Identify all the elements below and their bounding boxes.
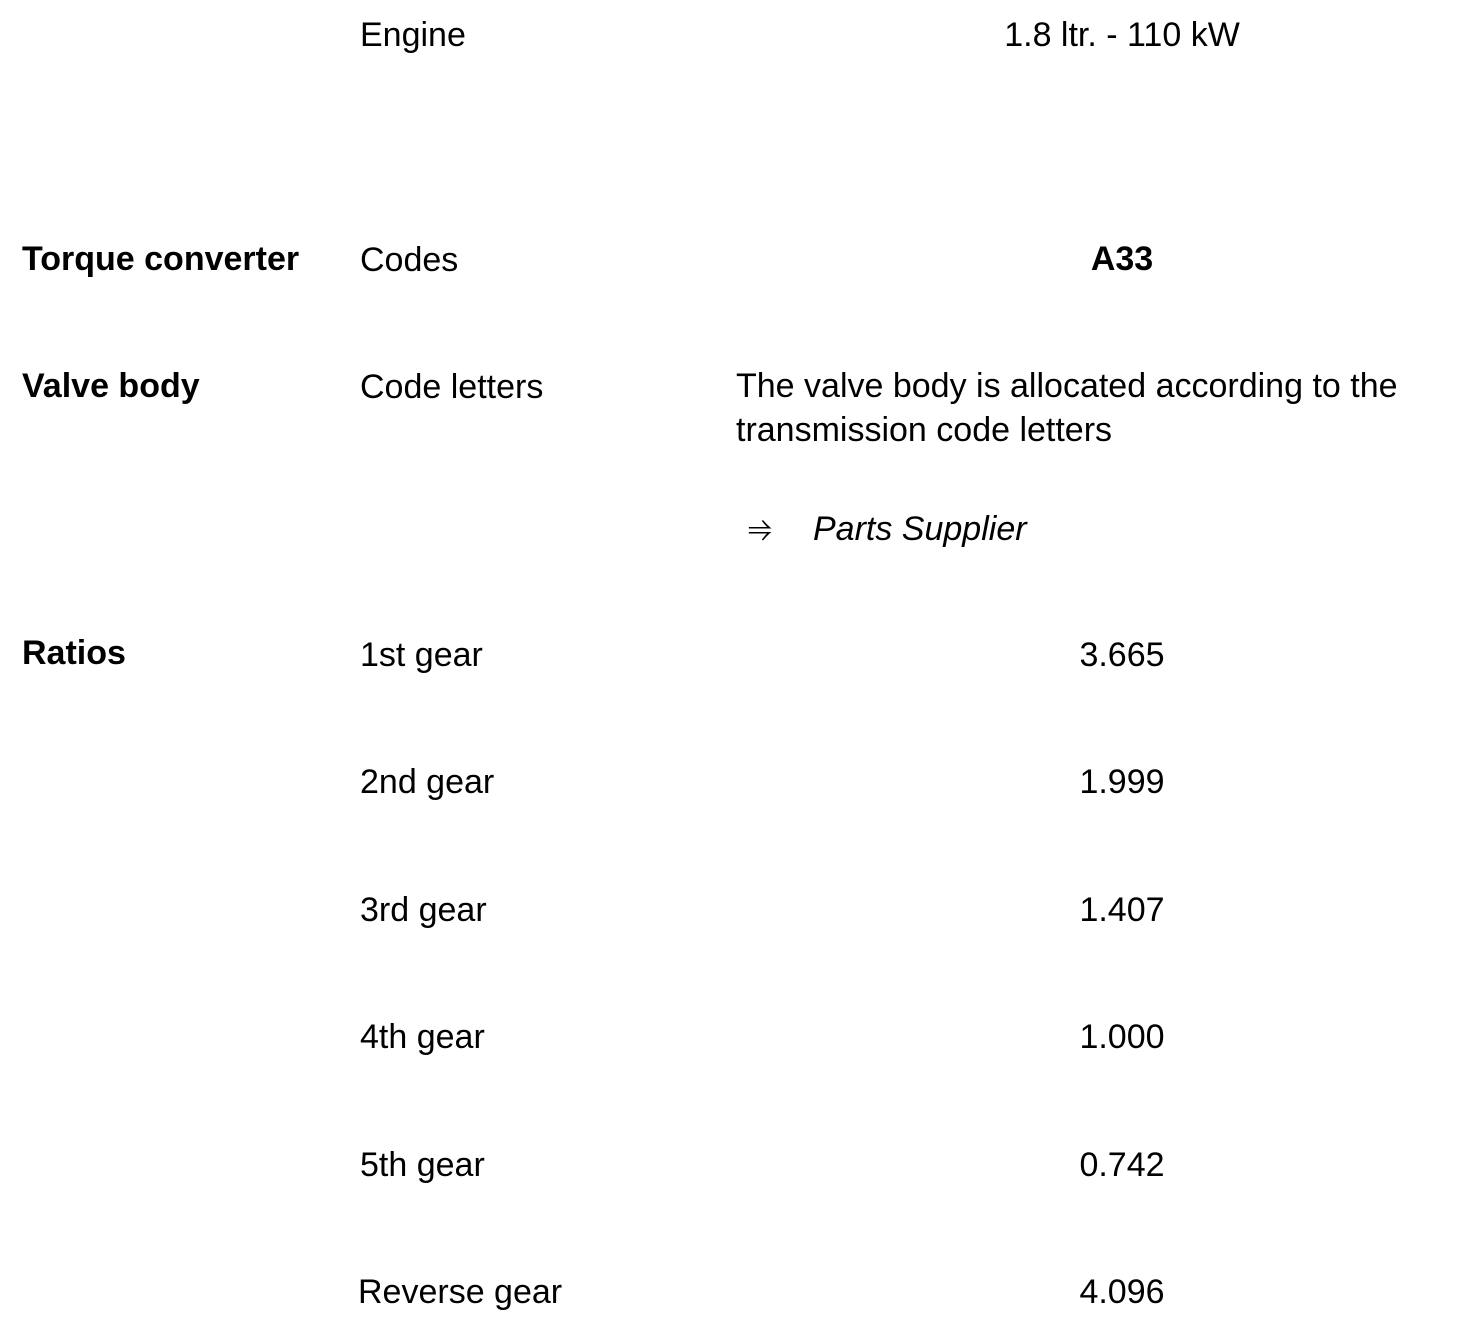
parts-supplier-reference: Parts Supplier [813,510,1027,548]
ratio-row-label: 5th gear [360,1146,485,1184]
ratio-row-value: 0.742 [1079,1146,1165,1184]
ratio-row-label: 4th gear [360,1018,485,1056]
valve-body-description: The valve body is allocated according to the transmission code letters [736,367,1398,449]
ratio-row-value: 1.999 [1079,763,1165,801]
ratio-row-value: 1.407 [1079,891,1165,929]
double-arrow-right-icon: ⥤ [748,512,772,545]
valve-body-heading: Valve body [22,367,200,405]
ratio-row-label: Reverse gear [358,1273,563,1311]
engine-label: Engine [360,16,466,54]
torque-converter-heading: Torque converter [22,240,300,278]
torque-converter-code-value: A33 [1090,240,1154,278]
valve-body-code-letters-label: Code letters [360,368,544,406]
engine-value: 1.8 ltr. - 110 kW [1004,16,1240,54]
ratio-row-label: 1st gear [360,636,483,674]
ratio-row-value: 1.000 [1079,1018,1165,1056]
ratios-heading: Ratios [22,634,126,672]
ratio-row-value: 4.096 [1079,1273,1165,1311]
ratio-row-label: 3rd gear [360,891,487,929]
ratio-row-label: 2nd gear [360,763,495,801]
torque-converter-codes-label: Codes [360,241,459,279]
ratio-row-value: 3.665 [1079,636,1165,674]
